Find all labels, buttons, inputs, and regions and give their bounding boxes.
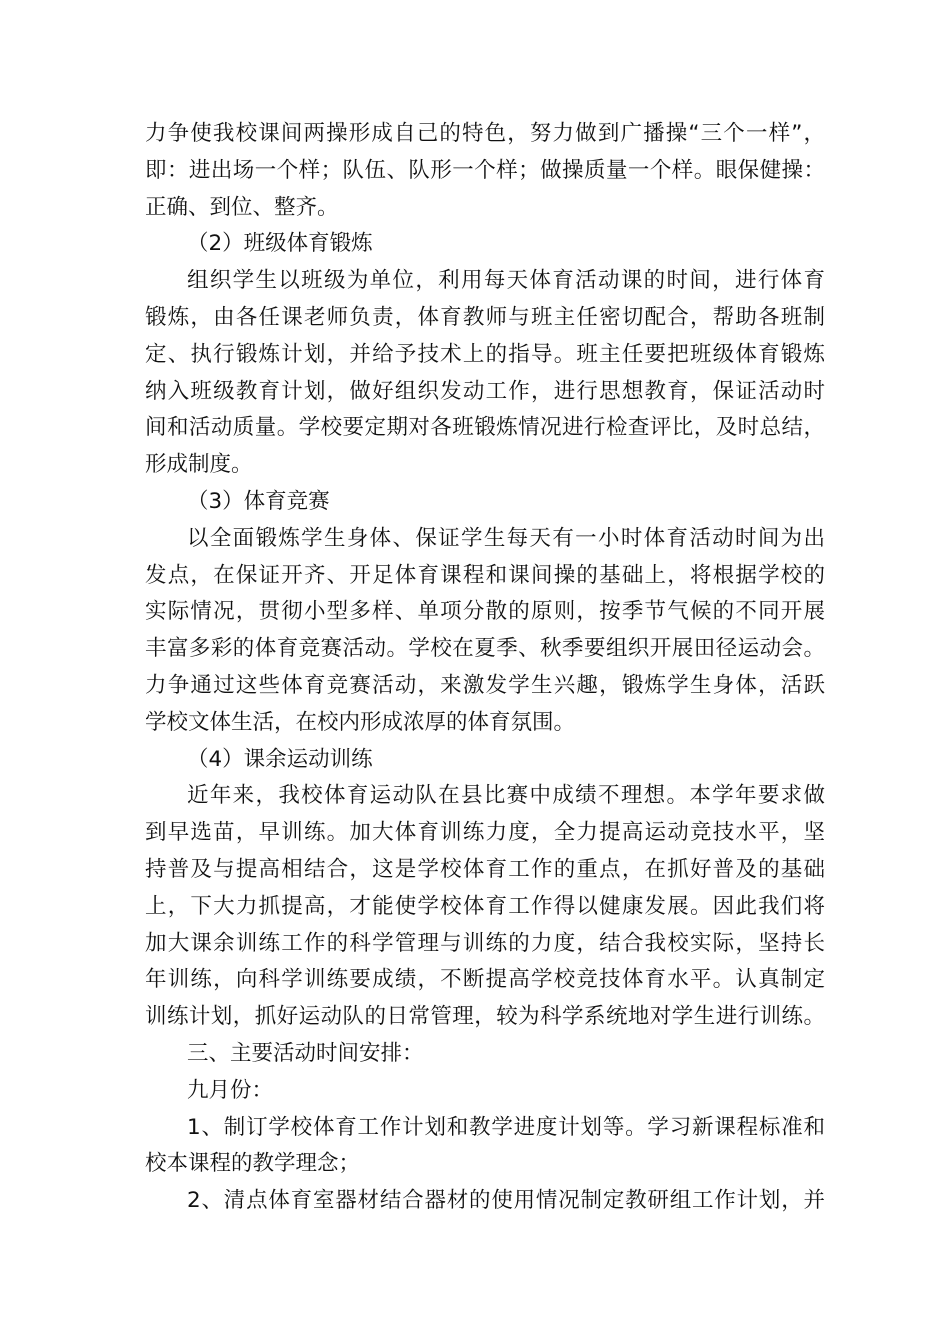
paragraph-line: 上，下大力抓提高，才能使学校体育工作得以健康发展。因此我们将 (145, 893, 825, 919)
paragraph-line: 训练计划，抓好运动队的日常管理，较为科学系统地对学生进行训练。 (145, 1004, 825, 1030)
paragraph-line: 组织学生以班级为单位，利用每天体育活动课的时间，进行体育 (187, 268, 825, 294)
paragraph-line: 到早选苗，早训练。加大体育训练力度，全力提高运动竞技水平，坚 (145, 820, 825, 846)
paragraph-line: 近年来，我校体育运动队在县比赛中成绩不理想。本学年要求做 (187, 783, 825, 809)
paragraph-line: 实际情况，贯彻小型多样、单项分散的原则，按季节气候的不同开展 (145, 599, 825, 625)
paragraph-line: 发点，在保证开齐、开足体育课程和课间操的基础上，将根据学校的 (145, 562, 825, 588)
paragraph-line: 力争使我校课间两操形成自己的特色，努力做到广播操“三个一样”， (145, 121, 825, 146)
paragraph-line: 年训练，向科学训练要成绩，不断提高学校竞技体育水平。认真制定 (145, 967, 825, 993)
paragraph-line: 形成制度。 (145, 452, 253, 478)
paragraph-line: 间和活动质量。学校要定期对各班锻炼情况进行检查评比，及时总结， (145, 415, 825, 441)
section-heading: （2）班级体育锻炼 (187, 231, 373, 257)
paragraph-line: 学校文体生活，在校内形成浓厚的体育氛围。 (145, 709, 576, 735)
paragraph-line: 以全面锻炼学生身体、保证学生每天有一小时体育活动时间为出 (187, 525, 825, 551)
paragraph-line: 纳入班级教育计划，做好组织发动工作，进行思想教育，保证活动时 (145, 378, 825, 404)
paragraph-line: 正确、到位、整齐。 (145, 194, 339, 220)
list-item: 2、清点体育室器材结合器材的使用情况制定教研组工作计划，并 (187, 1188, 825, 1214)
paragraph-line: 加大课余训练工作的科学管理与训练的力度，结合我校实际，坚持长 (145, 930, 825, 956)
paragraph-line: 锻炼，由各任课老师负责，体育教师与班主任密切配合，帮助各班制 (145, 304, 825, 330)
month-heading: 九月份： (187, 1077, 274, 1103)
paragraph-line: 定、执行锻炼计划，并给予技术上的指导。班主任要把班级体育锻炼 (145, 341, 825, 367)
list-item-continuation: 校本课程的教学理念； (145, 1151, 361, 1177)
section-heading: 三、主要活动时间安排： (187, 1040, 424, 1066)
paragraph-line: 即：进出场一个样；队伍、队形一个样；做操质量一个样。眼保健操： (145, 157, 825, 183)
paragraph-line: 持普及与提高相结合，这是学校体育工作的重点，在抓好普及的基础 (145, 856, 825, 882)
list-item: 1、制订学校体育工作计划和教学进度计划等。学习新课程标准和 (187, 1114, 825, 1140)
paragraph-line: 丰富多彩的体育竞赛活动。学校在夏季、秋季要组织开展田径运动会。 (145, 636, 825, 662)
section-heading: （3）体育竞赛 (187, 488, 330, 514)
paragraph-line: 力争通过这些体育竞赛活动，来激发学生兴趣，锻炼学生身体，活跃 (145, 672, 825, 698)
section-heading: （4）课余运动训练 (187, 746, 373, 772)
document-body (145, 116, 825, 1220)
